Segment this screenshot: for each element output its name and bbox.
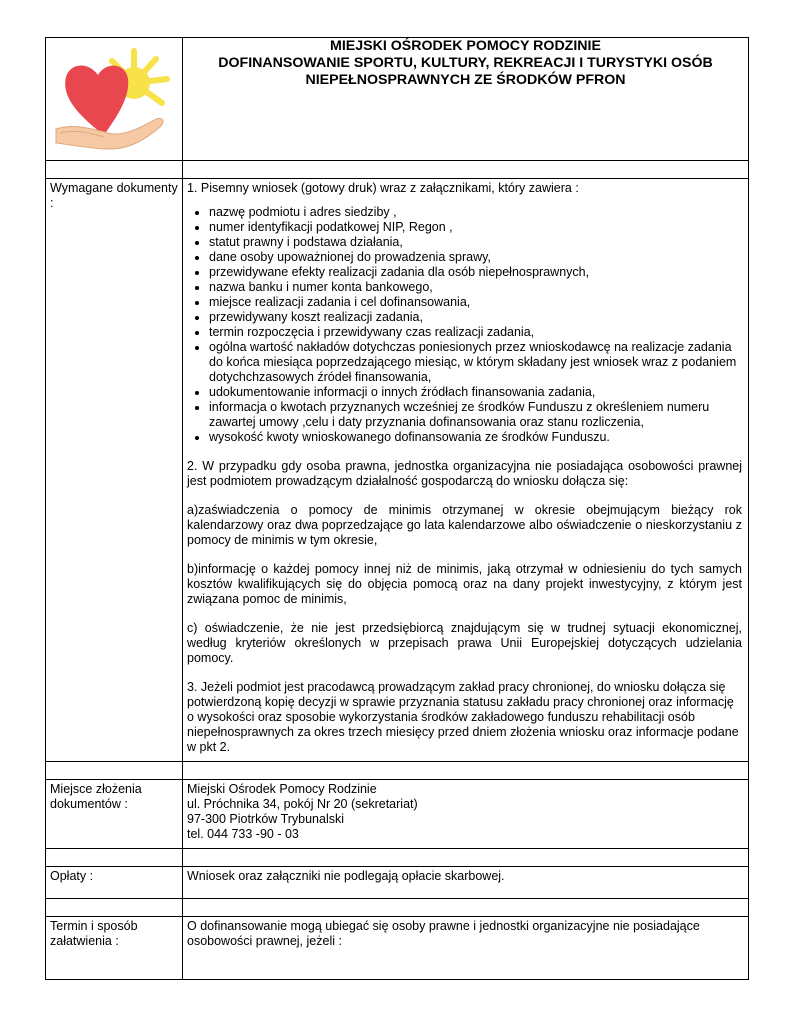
list-item: • przewidywane efekty realizacji zadania dla osób niepełnosprawnych, xyxy=(209,265,742,280)
title-line: MIEJSKI OŚRODEK POMOCY RODZINIE xyxy=(330,38,601,54)
deadline-content: O dofinansowanie mogą ubiegać się osoby prawne i jednostki organizacyjne nie posiadające osobowości prawnej, jeżeli : xyxy=(183,917,749,980)
logo-cell xyxy=(46,38,183,161)
address-line: Miejski Ośrodek Pomocy Rodzinie xyxy=(187,782,377,796)
address-line: 97-300 Piotrków Trybunalski xyxy=(187,812,345,826)
list-item: • nazwę podmiotu i adres siedziby , xyxy=(209,205,742,220)
spacer-row xyxy=(46,762,749,780)
list-item: • informacja o kwotach przyznanych wcześniej ze środków Funduszu z określeniem numeru zawartej umowy ,celu i daty przyznania dofinansowania oraz stanu rozliczenia, xyxy=(209,400,742,430)
requirements-list xyxy=(187,205,742,445)
documents-content xyxy=(183,179,749,762)
deadline-row xyxy=(46,917,749,980)
list-item: • miejsce realizacji zadania i cel dofinansowania, xyxy=(209,295,742,310)
heart-hand-sun-logo xyxy=(52,45,172,153)
list-item: • wysokość kwoty wnioskowanego dofinansowania ze środków Funduszu. xyxy=(209,430,742,445)
document-title xyxy=(183,38,749,161)
paragraph-a: a)zaświadczenia o pomocy de minimis otrzymanej w okresie obejmującym bieżący rok kalendarzowy oraz dwa poprzedzające go lata kalendarzowe albo oświadczenie o nieskorzystaniu z pomocy de minimis w tym okresie, xyxy=(187,503,742,547)
fees-content: Wniosek oraz załączniki nie podlegają opłacie skarbowej. xyxy=(183,867,749,899)
paragraph-2: 2. W przypadku gdy osoba prawna, jednostka organizacyjna nie posiadająca osobowości prawnej jest podmiotem prowadzącym działalność gospodarczą do wniosku dołącza się: xyxy=(187,459,742,488)
documents-row xyxy=(46,179,749,762)
phone-line: tel. 044 733 -90 - 03 xyxy=(187,827,299,841)
list-item: • udokumentowanie informacji o innych źródłach finansowania zadania, xyxy=(209,385,742,400)
title-line: DOFINANSOWANIE SPORTU, KULTURY, REKREACJI I TURYSTYKI OSÓB xyxy=(218,55,713,71)
list-item: • termin rozpoczęcia i przewidywany czas realizacji zadania, xyxy=(209,325,742,340)
list-item: • numer identyfikacji podatkowej NIP, Regon , xyxy=(209,220,742,235)
fees-row xyxy=(46,867,749,899)
place-row xyxy=(46,780,749,849)
address-line: ul. Próchnika 34, pokój Nr 20 (sekretariat) xyxy=(187,797,418,811)
deadline-label: Termin i sposób załatwienia : xyxy=(46,917,183,980)
documents-label: Wymagane dokumenty : xyxy=(46,179,183,762)
title-line: NIEPEŁNOSPRAWNYCH ZE ŚRODKÓW PFRON xyxy=(305,72,626,88)
fees-label: Opłaty : xyxy=(46,867,183,899)
list-item: • nazwa banku i numer konta bankowego, xyxy=(209,280,742,295)
list-item: • przewidywany koszt realizacji zadania, xyxy=(209,310,742,325)
list-item: • dane osoby upoważnionej do prowadzenia sprawy, xyxy=(209,250,742,265)
paragraph-c: c) oświadczenie, że nie jest przedsiębiorcą znajdującym się w trudnej sytuacji ekonomicznej, według kryteriów określonych w przepisach prawa Unii Europejskiej dotyczących udzielania pomocy. xyxy=(187,621,742,665)
documents-intro: 1. Pisemny wniosek (gotowy druk) wraz z załącznikami, który zawiera : xyxy=(187,181,579,195)
info-table xyxy=(45,37,749,980)
spacer-row xyxy=(46,849,749,867)
list-item: • ogólna wartość nakładów dotychczas poniesionych przez wnioskodawcę na realizacje zadania do końca miesiąca poprzedzającego miesiąc, w którym składany jest wniosek wraz z podaniem dotychchzasowych źródeł finansowania, xyxy=(209,340,742,385)
list-item: • statut prawny i podstawa działania, xyxy=(209,235,742,250)
heart-icon xyxy=(65,65,128,135)
spacer-row xyxy=(46,899,749,917)
place-label: Miejsce złożenia dokumentów : xyxy=(46,780,183,849)
spacer-row xyxy=(46,161,749,179)
place-content xyxy=(183,780,749,849)
paragraph-b: b)informację o każdej pomocy innej niż de minimis, jaką otrzymał w odniesieniu do tych samych kosztów kwalifikujących się do objęcia pomocą oraz na dany projekt inwestycyjny, z którym jest związana pomoc de minimis, xyxy=(187,562,742,606)
paragraph-3: 3. Jeżeli podmiot jest pracodawcą prowadzącym zakład pracy chronionej, do wniosku dołącza się potwierdzoną kopię decyzji w sprawie przyznania statusu zakładu pracy chronionej oraz informację o wysokości oraz sposobie wykorzystania środków zakładowego funduszu rehabilitacji osób niepełnosprawnych za okres trzech miesięcy przed dniem złożenia wniosku oraz informacje podane w pkt 2. xyxy=(187,680,739,754)
document-sheet xyxy=(45,37,748,980)
header-row xyxy=(46,38,749,161)
